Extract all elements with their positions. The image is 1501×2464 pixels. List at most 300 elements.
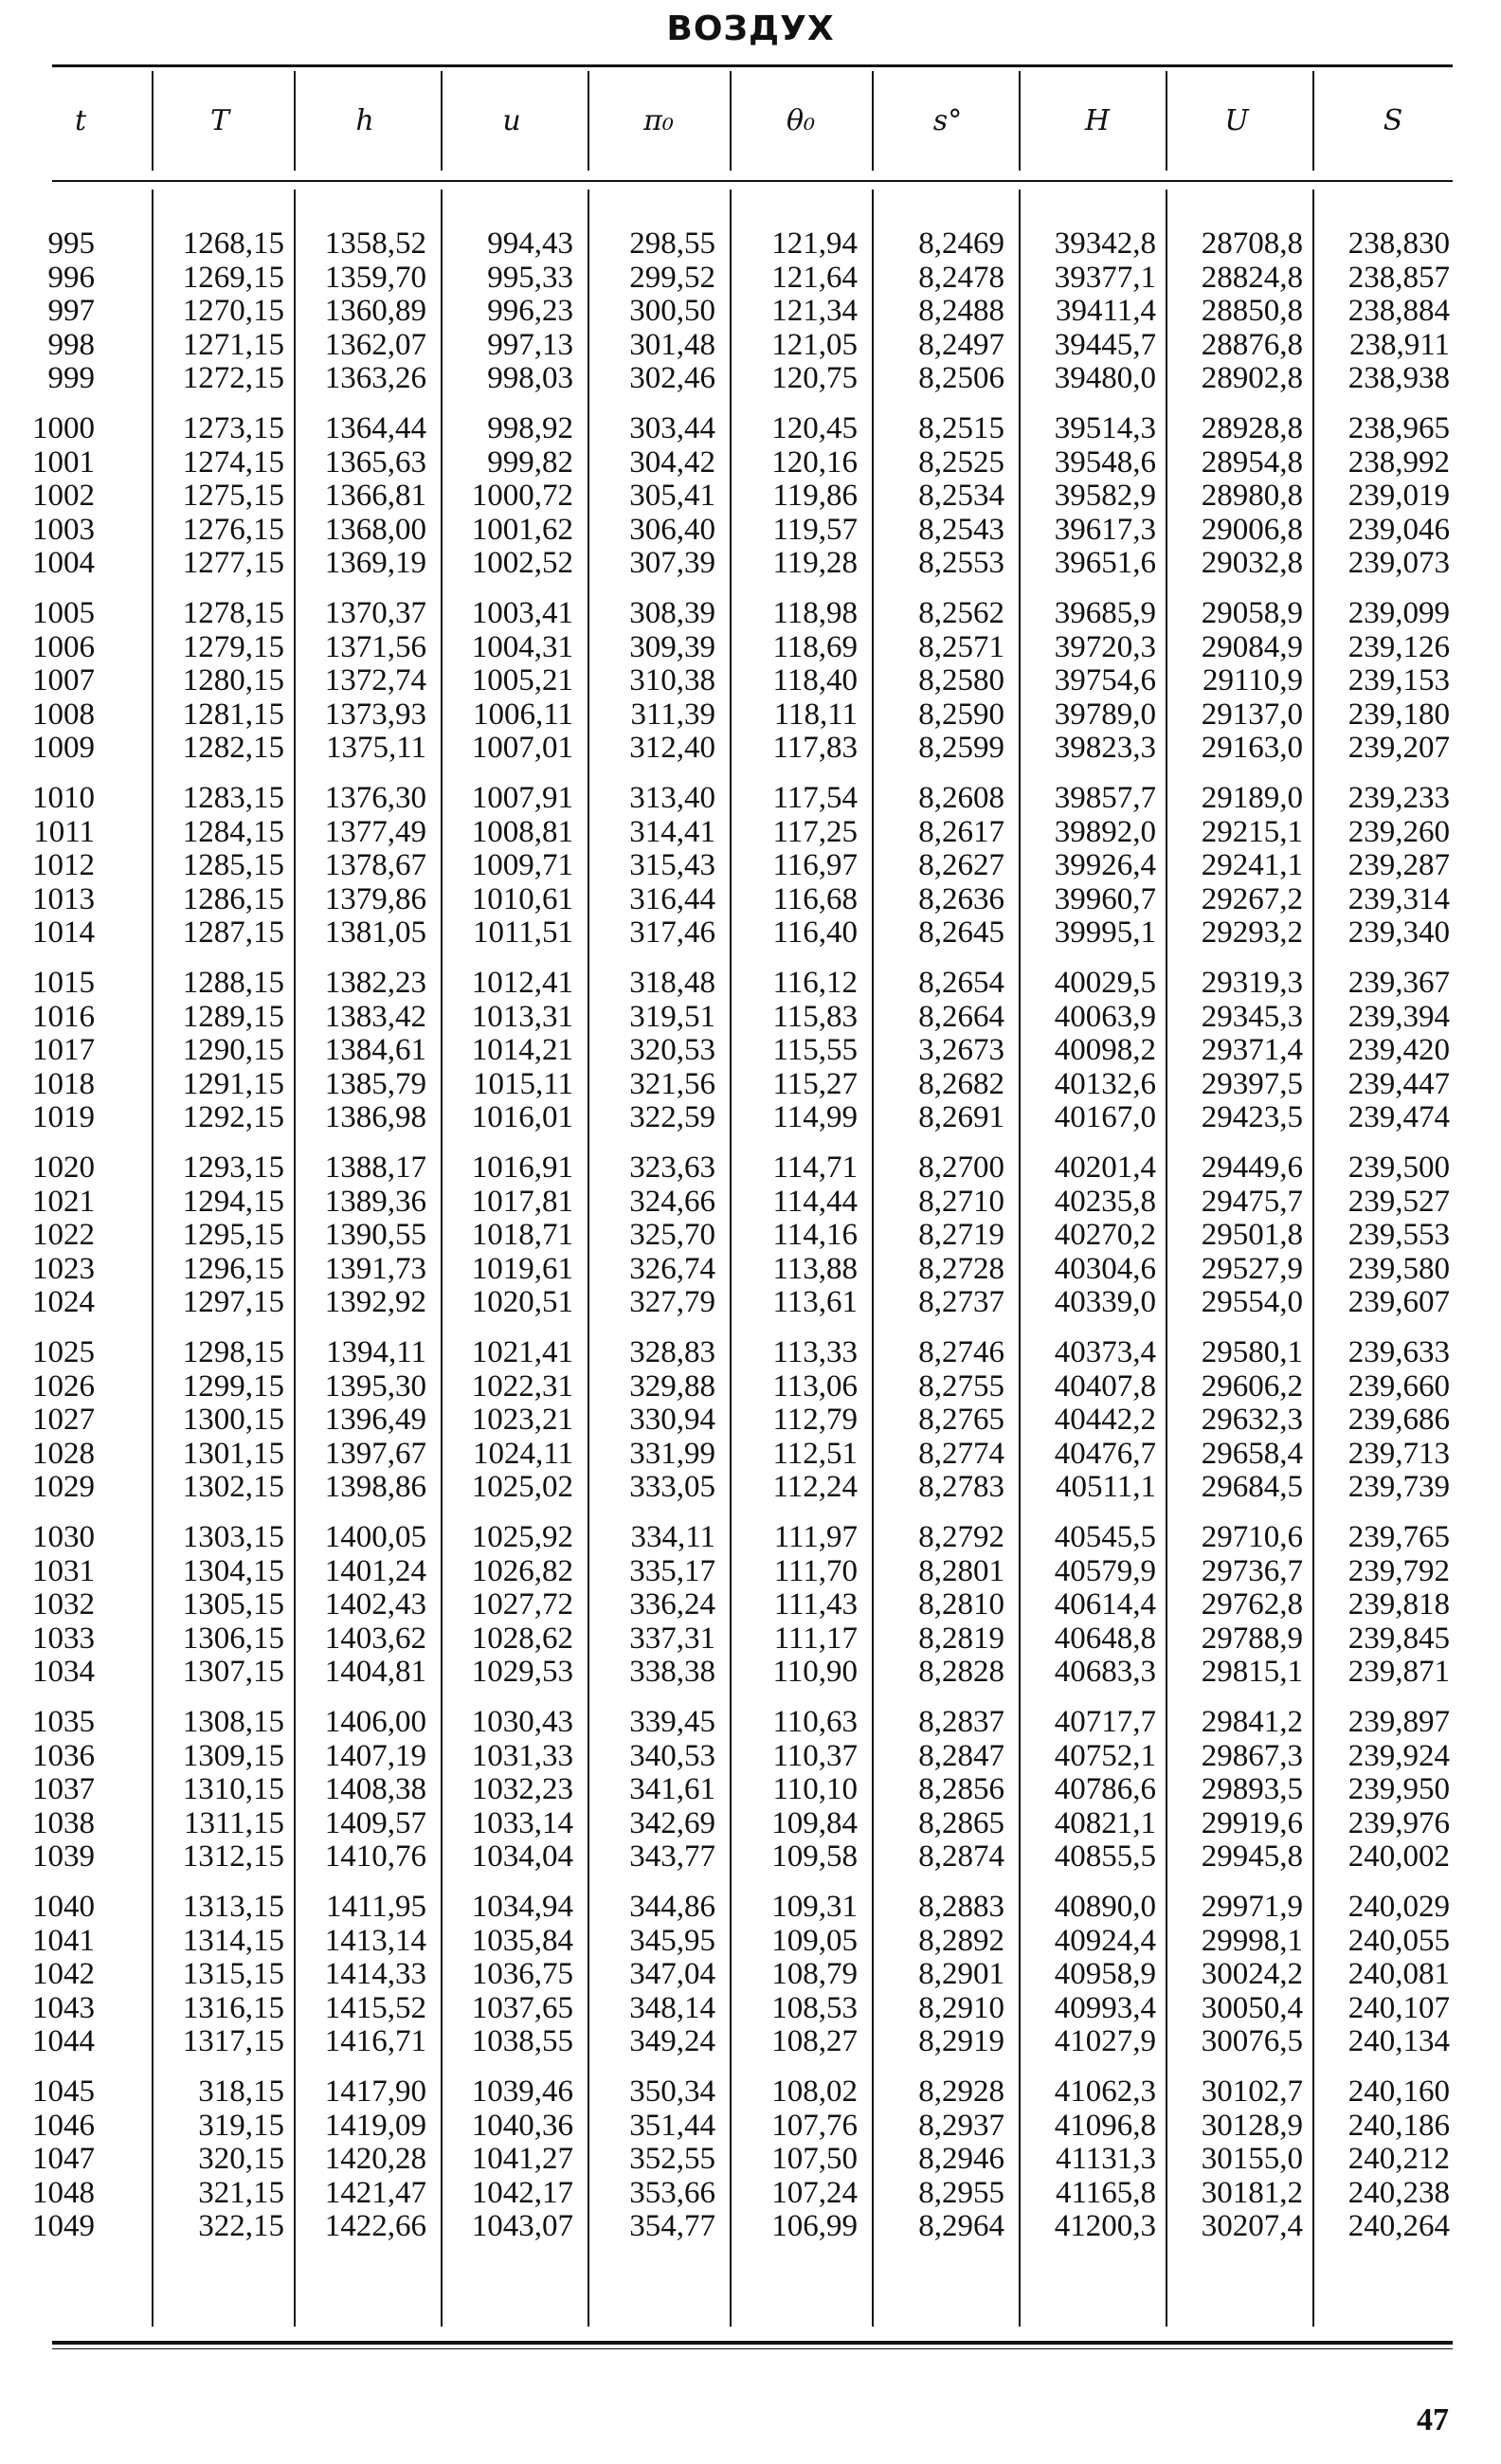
table-cell: 1001,62 [471,512,573,547]
table-cell: 1370,37 [324,596,426,630]
table-cell: 1408,38 [324,1772,426,1807]
table-cell: 344,86 [629,1890,715,1924]
table-cell: 29893,5 [1201,1772,1303,1807]
table-cell: 337,31 [629,1621,715,1656]
table-cell: 29189,0 [1201,781,1303,815]
table-cell: 1421,47 [324,2175,426,2210]
table-cell: 8,2469 [918,226,1004,261]
body-column-rule [588,190,589,2327]
table-cell: 113,88 [772,1251,858,1286]
table-cell: 306,40 [629,512,715,547]
row-group [715,1521,858,1690]
table-cell: 239,367 [1347,966,1450,1000]
row-group [862,1891,1004,2059]
table-cell: 1296,15 [182,1251,284,1286]
table-cell: 321,15 [198,2175,284,2210]
table-cell: 1028 [32,1436,95,1471]
table-cell: 1407,19 [324,1738,426,1773]
row-group [1308,2075,1450,2244]
table-cell: 1377,49 [324,814,426,849]
table-cell: 28708,8 [1201,226,1303,261]
table-cell: 239,527 [1347,1184,1450,1219]
table-cell: 1025,92 [471,1520,573,1554]
row-group [573,1151,715,1320]
table-cell: 1299,15 [182,1368,284,1404]
table-cell: 1007,91 [471,781,573,815]
row-group [431,1706,573,1875]
table-cell: 239,765 [1347,1520,1450,1554]
table-cell: 8,2783 [918,1470,1004,1505]
table-cell: 994,43 [487,226,573,261]
table-cell: 239,126 [1347,629,1450,664]
header-column-rule [152,71,154,171]
row-group [862,597,1004,766]
table-cell: 29580,1 [1201,1335,1303,1369]
row-group [0,1151,95,1320]
table-cell: 239,607 [1347,1285,1450,1320]
table-cell: 1403,62 [324,1621,426,1656]
column-header-theta0: θ₀ [786,104,816,137]
row-group [431,1336,573,1505]
table-cell: 1313,15 [182,1890,284,1924]
table-cell: 239,207 [1347,731,1450,766]
table-cell: 8,2856 [918,1772,1004,1807]
table-cell: 29684,5 [1201,1470,1303,1505]
table-cell: 29032,8 [1201,546,1303,581]
table-cell: 1409,57 [324,1805,426,1840]
table-cell: 1033 [32,1621,95,1656]
row-group [1161,412,1303,581]
table-cell: 319,15 [198,2108,284,2143]
row-group [142,1336,284,1505]
table-cell: 8,2654 [918,966,1004,1000]
table-cell: 40201,4 [1054,1150,1156,1185]
table-cell: 1362,07 [324,327,426,362]
table-cell: 1049 [32,2209,95,2244]
table-cell: 239,633 [1347,1335,1450,1369]
table-cell: 8,2645 [918,915,1004,951]
table-cell: 41027,9 [1054,2024,1156,2059]
table-cell: 40270,2 [1054,1218,1156,1253]
table-cell: 1009,71 [471,848,573,883]
table-cell: 1007,01 [471,731,573,766]
table-cell: 8,2525 [918,444,1004,480]
table-cell: 1009 [32,731,95,766]
table-cell: 299,52 [629,260,715,295]
table-cell: 39720,3 [1054,629,1156,664]
table-cell: 1012,41 [471,966,573,1000]
table-cell: 111,17 [773,1621,858,1656]
table-cell: 239,314 [1347,881,1450,916]
row-group [1308,1151,1450,1320]
table-cell: 8,2937 [918,2108,1004,2143]
table-cell: 239,660 [1347,1368,1450,1404]
table-cell: 1391,73 [324,1251,426,1286]
table-cell: 1360,89 [324,294,426,329]
table-cell: 28824,8 [1201,260,1303,295]
table-cell: 29267,2 [1201,881,1303,916]
table-cell: 1316,15 [182,1990,284,2025]
table-cell: 1014,21 [471,1033,573,1068]
table-cell: 1284,15 [182,814,284,849]
table-cell: 1359,70 [324,260,426,295]
table-cell: 29345,3 [1201,999,1303,1034]
table-cell: 114,16 [772,1218,858,1253]
table-cell: 240,002 [1347,1839,1450,1875]
table-cell: 1029,53 [471,1655,573,1690]
table-cell: 107,24 [771,2175,858,2210]
table-cell: 8,2571 [918,629,1004,664]
table-cell: 238,911 [1348,327,1450,362]
row-group [142,782,284,951]
table-cell: 1304,15 [182,1553,284,1588]
row-group [142,412,284,581]
table-cell: 41062,3 [1054,2074,1156,2109]
row-group [862,967,1004,1135]
table-cell: 8,2819 [918,1621,1004,1656]
row-group [1014,597,1156,766]
table-cell: 998,92 [487,411,573,445]
row-group [1308,782,1450,951]
table-cell: 121,94 [771,226,858,261]
table-cell: 115,27 [772,1066,858,1101]
row-group [431,597,573,766]
row-group [284,1891,426,2059]
table-cell: 1022 [32,1218,95,1253]
table-cell: 1042 [32,1957,95,1992]
row-group [573,227,715,396]
table-cell: 1040,36 [471,2108,573,2143]
table-cell: 1047 [32,2142,95,2177]
table-cell: 1016 [32,999,95,1034]
table-cell: 1411,95 [325,1890,426,1924]
table-cell: 1394,11 [325,1335,426,1369]
table-cell: 1010 [32,781,95,815]
table-cell: 1046 [32,2108,95,2143]
row-group [0,227,95,396]
header-bottom-rule [52,180,1453,182]
body-column-rule [730,190,732,2327]
table-cell: 1025,02 [471,1470,573,1505]
table-cell: 1004,31 [471,629,573,664]
row-group [0,597,95,766]
table-cell: 1386,98 [324,1100,426,1135]
row-group [142,1891,284,2059]
table-cell: 114,44 [772,1184,858,1219]
table-cell: 1385,79 [324,1066,426,1101]
table-cell: 107,50 [771,2142,858,2177]
table-cell: 1268,15 [182,226,284,261]
row-group [142,967,284,1135]
table-cell: 120,75 [771,361,858,396]
table-cell: 352,55 [629,2142,715,2177]
table-cell: 112,79 [772,1403,858,1438]
table-cell: 239,580 [1347,1251,1450,1286]
table-cell: 1024,11 [472,1436,573,1471]
row-group [1161,2075,1303,2244]
table-cell: 999,82 [487,444,573,480]
table-cell: 1043,07 [471,2209,573,2244]
table-cell: 118,11 [773,697,858,732]
row-group [1161,227,1303,396]
table-cell: 118,69 [772,629,858,664]
table-cell: 30207,4 [1201,2209,1303,2244]
table-cell: 329,88 [629,1368,715,1404]
table-cell: 353,66 [629,2175,715,2210]
table-cell: 8,2562 [918,596,1004,630]
table-cell: 121,64 [771,260,858,295]
table-cell: 239,686 [1347,1403,1450,1438]
table-cell: 1026,82 [471,1553,573,1588]
table-cell: 328,83 [629,1335,715,1369]
table-cell: 995,33 [487,260,573,295]
header-column-rule [872,71,874,171]
table-cell: 239,099 [1347,596,1450,630]
table-cell: 1365,63 [324,444,426,480]
table-cell: 1003 [32,512,95,547]
table-cell: 1375,11 [325,731,426,766]
table-cell: 996,23 [487,294,573,329]
table-cell: 106,99 [771,2209,858,2244]
row-group [715,412,858,581]
table-cell: 239,180 [1347,697,1450,732]
row-group [715,597,858,766]
table-cell: 30050,4 [1201,1990,1303,2025]
table-cell: 39651,6 [1054,546,1156,581]
table-cell: 8,2919 [918,2024,1004,2059]
table-cell: 1028,62 [471,1621,573,1656]
table-cell: 40442,2 [1054,1403,1156,1438]
table-cell: 39857,7 [1054,781,1156,815]
table-cell: 1034,04 [471,1839,573,1875]
table-cell: 347,04 [629,1957,715,1992]
table-cell: 301,48 [629,327,715,362]
table-cell: 120,16 [771,444,858,480]
table-cell: 40235,8 [1054,1184,1156,1219]
row-group [1014,412,1156,581]
column-H [1014,227,1156,2244]
table-cell: 114,99 [772,1100,858,1135]
table-cell: 39480,0 [1054,361,1156,396]
table-cell: 1278,15 [182,596,284,630]
body-column-rule [872,190,874,2327]
table-cell: 39514,3 [1054,411,1156,445]
table-cell: 116,12 [772,966,858,1000]
table-cell: 322,59 [629,1100,715,1135]
row-group [1308,967,1450,1135]
table-cell: 239,924 [1347,1738,1450,1773]
column-h [284,227,426,2244]
table-cell: 39995,1 [1054,915,1156,951]
row-group [715,1891,858,2059]
table-cell: 1038,55 [471,2024,573,2059]
table-cell: 1035,84 [471,1923,573,1958]
table-cell: 8,2746 [918,1335,1004,1369]
table-cell: 240,212 [1347,2142,1450,2177]
table-cell: 239,474 [1347,1100,1450,1135]
column-S [1308,227,1450,2244]
table-cell: 8,2515 [918,411,1004,445]
table-cell: 109,58 [771,1839,858,1875]
table-cell: 1414,33 [324,1957,426,1992]
table-cell: 1271,15 [182,327,284,362]
column-header-pi0: π₀ [643,104,674,137]
table-cell: 29449,6 [1201,1150,1303,1185]
table-cell: 1419,09 [324,2108,426,2143]
table-cell: 239,739 [1347,1470,1450,1505]
table-cell: 1275,15 [182,479,284,514]
table-cell: 239,046 [1347,512,1450,547]
row-group [862,1521,1004,1690]
column-header-h: h [355,104,374,137]
table-cell: 1031 [32,1553,95,1588]
table-cell: 311,39 [630,697,715,732]
table-cell: 1025 [32,1335,95,1369]
table-cell: 39789,0 [1054,697,1156,732]
row-group [1161,1151,1303,1320]
table-cell: 107,76 [771,2108,858,2143]
table-cell: 239,447 [1347,1066,1450,1101]
table-cell: 1012 [32,848,95,883]
table-cell: 1277,15 [182,546,284,581]
row-group [862,1706,1004,1875]
table-cell: 1378,67 [324,848,426,883]
table-cell: 29371,4 [1201,1033,1303,1068]
table-cell: 8,2901 [918,1957,1004,1992]
row-group [1161,1706,1303,1875]
table-cell: 1013 [32,881,95,916]
row-group [1014,1336,1156,1505]
table-cell: 339,45 [629,1705,715,1739]
table-cell: 1000 [32,411,95,445]
table-cell: 342,69 [629,1805,715,1840]
table-cell: 1048 [32,2175,95,2210]
table-cell: 29423,5 [1201,1100,1303,1135]
table-cell: 39411,4 [1055,294,1156,329]
table-cell: 40373,4 [1054,1335,1156,1369]
row-group [573,1891,715,2059]
table-cell: 1005 [32,596,95,630]
table-cell: 1382,23 [324,966,426,1000]
table-cell: 29998,1 [1201,1923,1303,1958]
table-cell: 29945,8 [1201,1839,1303,1875]
row-group [715,1151,858,1320]
row-group [573,597,715,766]
table-bottom-rule-thin [52,2348,1453,2349]
table-cell: 1010,61 [471,881,573,916]
table-cell: 302,46 [629,361,715,396]
table-cell: 1301,15 [182,1436,284,1471]
table-cell: 326,74 [629,1251,715,1286]
row-group [1308,597,1450,766]
table-cell: 239,950 [1347,1772,1450,1807]
table-cell: 1002,52 [471,546,573,581]
table-cell: 1027,72 [471,1587,573,1622]
table-cell: 119,57 [772,512,858,547]
table-cell: 1383,42 [324,999,426,1034]
table-cell: 1300,15 [182,1403,284,1438]
table-cell: 1420,28 [324,2142,426,2177]
table-cell: 1416,71 [324,2024,426,2059]
table-cell: 1035 [32,1705,95,1739]
table-cell: 239,233 [1347,781,1450,815]
table-cell: 39377,1 [1054,260,1156,295]
table-cell: 1309,15 [182,1738,284,1773]
row-group [142,1151,284,1320]
table-cell: 1006 [32,629,95,664]
table-cell: 1037,65 [471,1990,573,2025]
table-cell: 8,2910 [918,1990,1004,2025]
table-cell: 30102,7 [1201,2074,1303,2109]
table-cell: 29632,3 [1201,1403,1303,1438]
table-cell: 310,38 [629,663,715,698]
table-cell: 1021,41 [471,1335,573,1369]
table-cell: 1285,15 [182,848,284,883]
row-group [1161,782,1303,951]
table-cell: 39582,9 [1054,479,1156,514]
table-cell: 8,2617 [918,814,1004,849]
table-cell: 8,2865 [918,1805,1004,1840]
table-cell: 1020,51 [471,1285,573,1320]
table-cell: 113,61 [772,1285,858,1320]
table-cell: 1011,51 [472,915,573,951]
table-cell: 239,420 [1347,1033,1450,1068]
table-cell: 39548,6 [1054,444,1156,480]
table-cell: 8,2728 [918,1251,1004,1286]
table-cell: 41096,8 [1054,2108,1156,2143]
table-cell: 8,2774 [918,1436,1004,1471]
table-cell: 8,2946 [918,2142,1004,2177]
table-cell: 1395,30 [324,1368,426,1404]
table-cell: 343,77 [629,1839,715,1875]
row-group [0,1521,95,1690]
table-cell: 8,2883 [918,1890,1004,1924]
table-cell: 239,845 [1347,1621,1450,1656]
table-cell: 114,71 [772,1150,858,1185]
table-cell: 1034,94 [471,1890,573,1924]
table-cell: 313,40 [629,781,715,815]
row-group [1308,1891,1450,2059]
table-cell: 115,83 [772,999,858,1034]
table-cell: 8,2964 [918,2209,1004,2244]
column-u [431,227,573,2244]
table-cell: 28902,8 [1201,361,1303,396]
table-cell: 1400,05 [324,1520,426,1554]
table-cell: 1036,75 [471,1957,573,1992]
table-cell: 1016,01 [471,1100,573,1135]
table-cell: 1372,74 [324,663,426,698]
table-cell: 1310,15 [182,1772,284,1807]
table-cell: 312,40 [629,731,715,766]
table-cell: 40545,5 [1054,1520,1156,1554]
table-cell: 1289,15 [182,999,284,1034]
table-cell: 1005,21 [471,663,573,698]
table-cell: 1396,49 [324,1403,426,1438]
table-cell: 29919,6 [1201,1805,1303,1840]
table-cell: 240,264 [1347,2209,1450,2244]
table-cell: 40683,3 [1054,1655,1156,1690]
table-cell: 110,10 [772,1772,858,1807]
header-column-rule [441,71,443,171]
table-cell: 108,79 [771,1957,858,1992]
table-cell: 1293,15 [182,1150,284,1185]
column-header-T: T [209,104,229,137]
table-cell: 40098,2 [1054,1033,1156,1068]
table-cell: 1312,15 [182,1839,284,1875]
table-cell: 1401,24 [324,1553,426,1588]
table-cell: 41165,8 [1055,2175,1156,2210]
table-cell: 238,965 [1347,411,1450,445]
